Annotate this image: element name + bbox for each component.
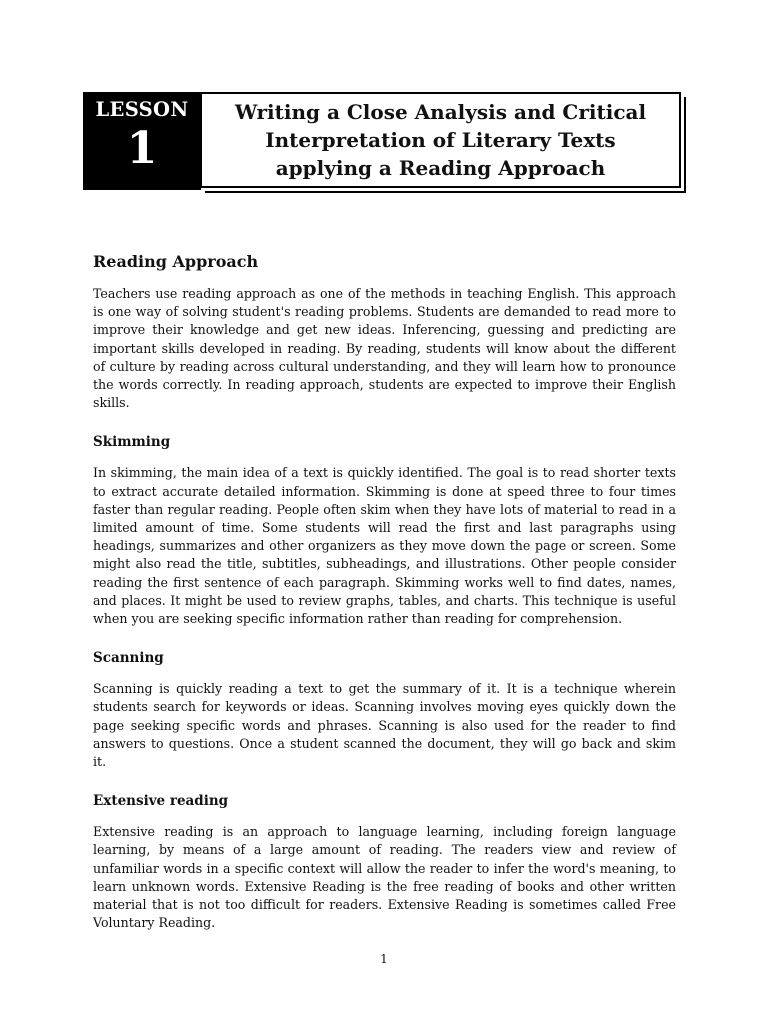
section-heading: Scanning — [93, 650, 164, 667]
section-paragraph: Scanning is quickly reading a text to get the summary of it. It is a technique wherein students search for keywords or ideas. Scanning involves moving eyes quickly down the page seeking specific words and phrases. Scanning is also used for the reader to find answers to questions. Once a student scanned the document, they will go back and skim it. — [93, 681, 676, 770]
section-skimming — [93, 434, 676, 628]
lesson-number: 1 — [126, 123, 158, 174]
lesson-label: LESSON — [95, 98, 189, 121]
title-line-1: Writing a Close Analysis and Critical — [234, 100, 647, 124]
section-paragraph: In skimming, the main idea of a text is quickly identified. The goal is to read shorter texts to extract accurate detailed information. Skimming is done at speed three to four times faster than regular reading. People often skim when they have lots of material to read in a limited amount of time. Some students will read the first and last paragraphs using headings, summarizes and other organizers as they move down the page or screen. Some might also read the title, subtitles, subheadings, and illustrations. Other people consider reading the first sentence of each paragraph. Skimming works well to find dates, names, and places. It might be used to review graphs, tables, and charts. This technique is useful when you are seeking specific information rather than reading for comprehension. — [93, 465, 676, 627]
section-paragraph: Teachers use reading approach as one of the methods in teaching English. This approach is one way of solving student's reading problems. Students are demanded to read more to improve their knowledge and get new ideas. Inferencing, guessing and predicting are important skills developed in reading. By reading, students will know about the different of culture by reading across cultural understanding, and they will learn how to pronounce the words correctly. In reading approach, students are expected to improve their English skills. — [93, 286, 676, 411]
lesson-badge — [83, 92, 201, 190]
section-heading: Skimming — [93, 434, 171, 451]
section-heading: Reading Approach — [93, 252, 259, 271]
lesson-title — [225, 98, 656, 182]
section-extensive-reading — [93, 793, 676, 932]
document-body — [93, 252, 676, 932]
section-paragraph: Extensive reading is an approach to language learning, including foreign language learning, by means of a large amount of reading. The readers view and review of unfamiliar words in a specific context will allow the reader to infer the word's meaning, to learn unknown words. Extensive Reading is the free reading of books and other written material that is not too difficult for readers. Extensive Reading is sometimes called Free Voluntary Reading. — [93, 824, 676, 931]
page-number: 1 — [380, 952, 388, 966]
section-scanning — [93, 650, 676, 771]
section-reading-approach — [93, 252, 676, 412]
title-line-2: Interpretation of Literary Texts — [265, 128, 616, 152]
title-line-3: applying a Reading Approach — [275, 156, 606, 180]
section-heading: Extensive reading — [93, 793, 229, 810]
lesson-title-box — [200, 92, 681, 188]
